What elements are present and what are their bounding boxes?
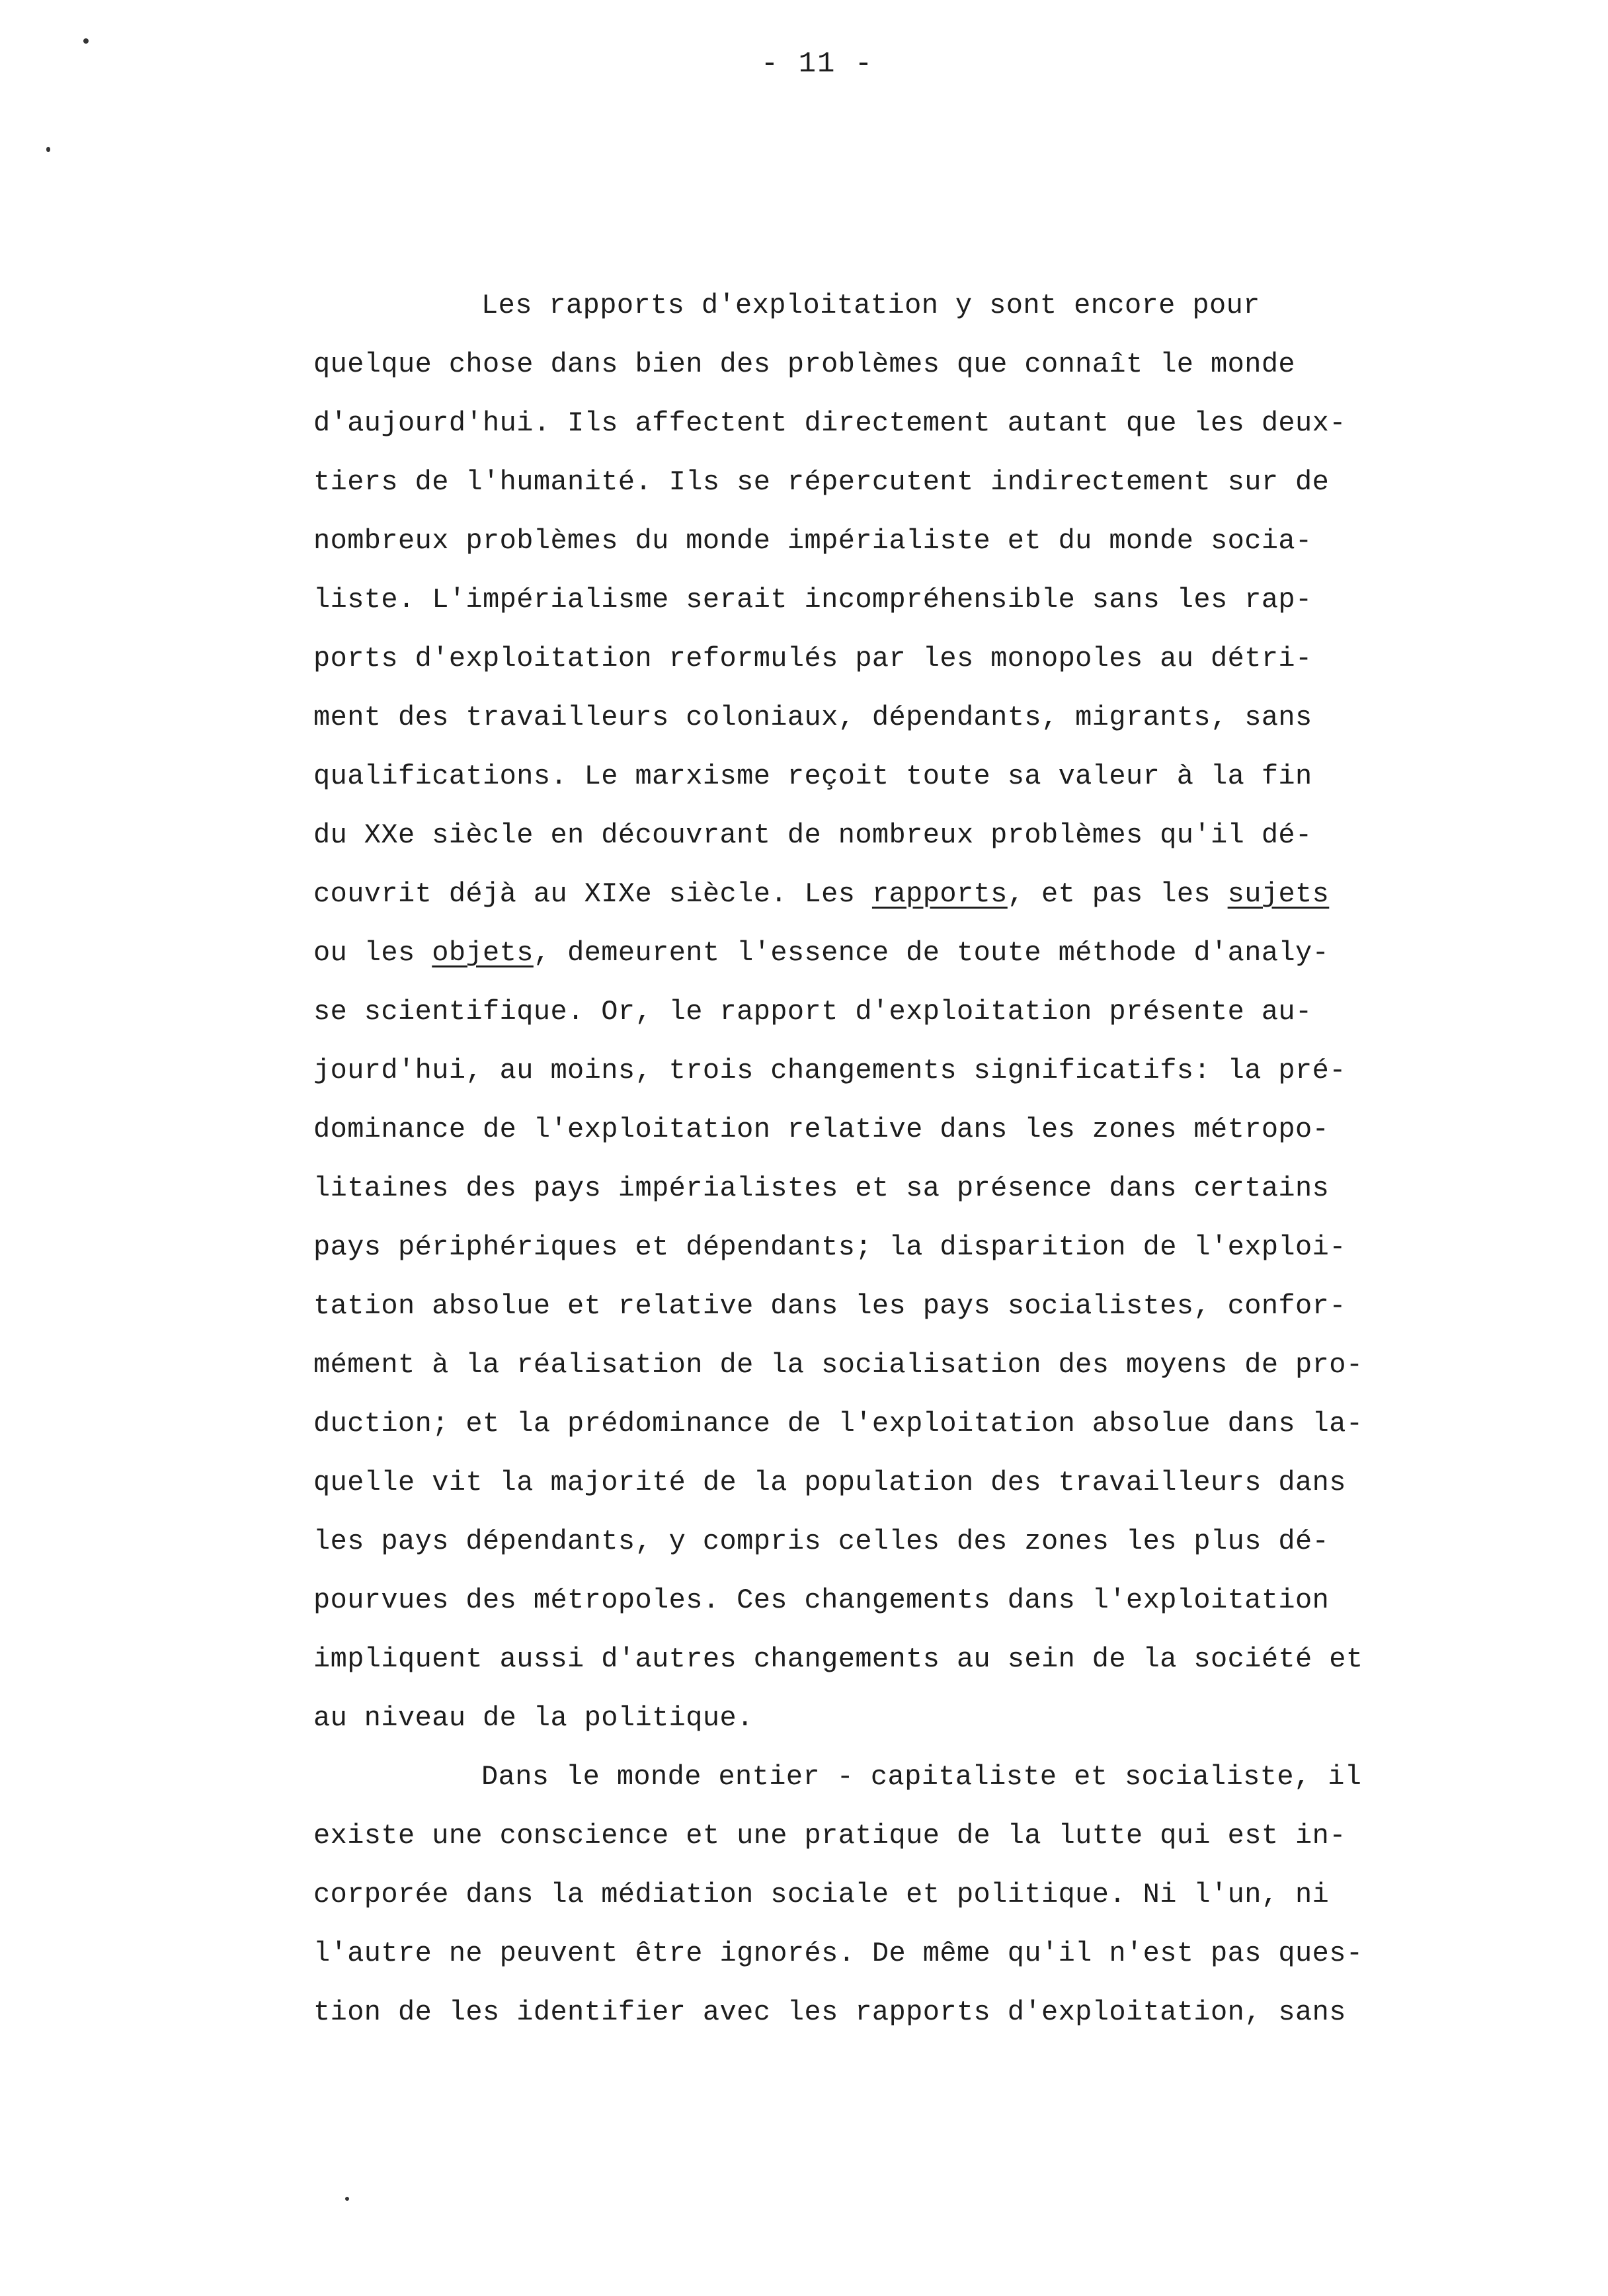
body-text	[313, 276, 1385, 2042]
text-segment: au niveau de la politique.	[313, 1702, 754, 1734]
text-segment: ment des travailleurs coloniaux, dépendants, migrants, sans	[313, 702, 1312, 733]
text-line	[313, 1571, 1385, 1630]
underlined-word: objets	[432, 937, 534, 969]
text-segment: pourvues des métropoles. Ces changements dans l'exploitation	[313, 1584, 1330, 1616]
text-line	[313, 1689, 1385, 1748]
text-line	[313, 1336, 1385, 1395]
text-line	[313, 1277, 1385, 1336]
text-segment: tiers de l'humanité. Ils se répercutent indirectement sur de	[313, 466, 1330, 498]
text-line	[313, 983, 1385, 1042]
text-line	[313, 512, 1385, 571]
text-line	[313, 1218, 1385, 1277]
text-segment: Dans le monde entier - capitaliste et socialiste, il	[481, 1761, 1362, 1793]
scan-speck	[345, 2197, 349, 2201]
text-segment: tion de les identifier avec les rapports d'exploitation, sans	[313, 1996, 1346, 2028]
text-segment: couvrit déjà au XIXe siècle. Les	[313, 878, 872, 910]
text-segment: quelle vit la majorité de la population des travailleurs dans	[313, 1467, 1346, 1498]
text-line	[313, 1454, 1385, 1512]
text-line	[313, 1042, 1385, 1100]
text-line	[313, 571, 1385, 630]
text-line	[313, 1630, 1385, 1689]
text-line	[313, 747, 1385, 806]
text-segment: liste. L'impérialisme serait incompréhensible sans les rap-	[313, 584, 1312, 616]
scan-speck	[83, 38, 89, 44]
text-line	[313, 1100, 1385, 1159]
text-line	[313, 1807, 1385, 1866]
text-segment: d'aujourd'hui. Ils affectent directement autant que les deux-	[313, 407, 1346, 439]
text-line	[313, 806, 1385, 865]
text-segment: Les rapports d'exploitation y sont encore pour	[481, 290, 1260, 321]
text-line	[313, 276, 1385, 335]
text-segment: corporée dans la médiation sociale et politique. Ni l'un, ni	[313, 1879, 1330, 1910]
text-line	[313, 394, 1385, 453]
text-segment: qualifications. Le marxisme reçoit toute sa valeur à la fin	[313, 760, 1312, 792]
text-line	[313, 630, 1385, 688]
text-line	[313, 1983, 1385, 2042]
text-segment: litaines des pays impérialistes et sa présence dans certains	[313, 1172, 1330, 1204]
text-line	[313, 1748, 1385, 1807]
text-segment: nombreux problèmes du monde impérialiste et du monde socia-	[313, 525, 1312, 557]
text-segment: les pays dépendants, y compris celles des zones les plus dé-	[313, 1526, 1330, 1557]
paragraph	[313, 1748, 1385, 2042]
text-line	[313, 335, 1385, 394]
text-line	[313, 865, 1385, 924]
text-line	[313, 1866, 1385, 1924]
underlined-word: sujets	[1227, 878, 1330, 910]
text-segment: existe une conscience et une pratique de la lutte qui est in-	[313, 1820, 1346, 1852]
text-segment: , demeurent l'essence de toute méthode d'analy-	[533, 937, 1330, 969]
text-segment: tation absolue et relative dans les pays socialistes, confor-	[313, 1290, 1346, 1322]
text-segment: du XXe siècle en découvrant de nombreux problèmes qu'il dé-	[313, 819, 1312, 851]
text-line	[313, 1159, 1385, 1218]
text-segment: dominance de l'exploitation relative dans les zones métropo-	[313, 1114, 1330, 1145]
text-line	[313, 1395, 1385, 1454]
text-segment: duction; et la prédominance de l'exploitation absolue dans la-	[313, 1408, 1363, 1440]
paragraph	[313, 276, 1385, 1748]
text-segment: l'autre ne peuvent être ignorés. De même qu'il n'est pas ques-	[313, 1938, 1363, 1969]
text-segment: ports d'exploitation reformulés par les monopoles au détri-	[313, 643, 1312, 675]
text-segment: impliquent aussi d'autres changements au sein de la société et	[313, 1643, 1363, 1675]
text-line	[313, 1924, 1385, 1983]
text-line	[313, 453, 1385, 512]
text-line	[313, 688, 1385, 747]
text-segment: ou les	[313, 937, 432, 969]
text-segment: se scientifique. Or, le rapport d'exploitation présente au-	[313, 996, 1312, 1028]
text-segment: pays périphériques et dépendants; la disparition de l'exploi-	[313, 1231, 1346, 1263]
underlined-word: rapports	[871, 878, 1008, 910]
text-line	[313, 924, 1385, 983]
text-segment: mément à la réalisation de la socialisation des moyens de pro-	[313, 1349, 1363, 1381]
text-segment: quelque chose dans bien des problèmes que connaît le monde	[313, 348, 1296, 380]
scan-speck	[46, 147, 50, 152]
text-segment: jourd'hui, au moins, trois changements significatifs: la pré-	[313, 1055, 1346, 1086]
text-line	[313, 1512, 1385, 1571]
page-number: - 11 -	[760, 48, 874, 81]
text-segment: , et pas les	[1007, 878, 1228, 910]
